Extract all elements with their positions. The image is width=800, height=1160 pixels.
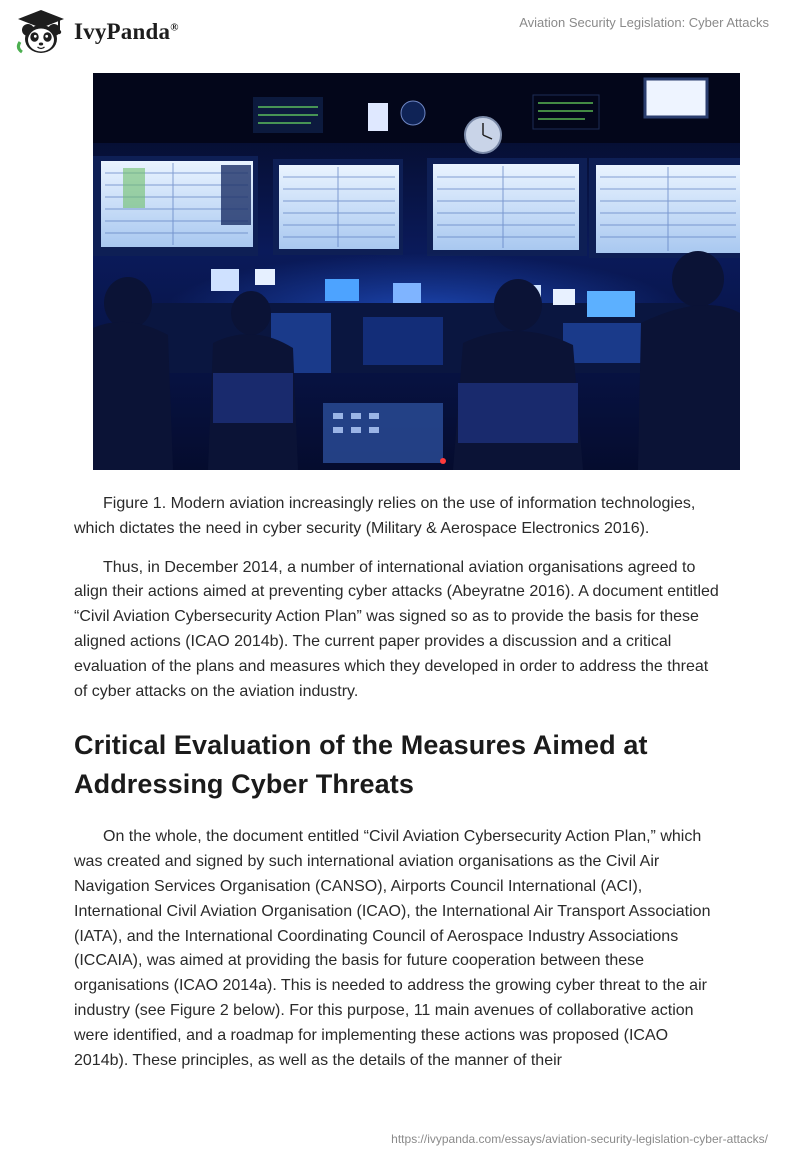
section-heading: Critical Evaluation of the Measures Aimed at Addressing Cyber Threats	[74, 730, 648, 800]
panda-graduate-icon	[14, 8, 68, 56]
figure-caption: Figure 1. Modern aviation increasingly relies on the use of information technologies, which dictates the need in cyber security (Military & Aerospace Electronics 2016).	[74, 495, 696, 537]
body-paragraph: On the whole, the document entitled “Civil Aviation Cybersecurity Action Plan,” which was created and signed by such international aviation organisations as the Civil Air Navigation Services Organisation (CANSO), Airports Council International (ACI), International Civil Aviation Organisation (ICAO), the International Air Transport Association (IATA), and the International Coordinating Council of Aerospace Industry Associations (ICCAIA), was aimed at providing the basis for future cooperation between these organisations (ICAO 2014a). This is needed to address the growing cyber threat to the air industry (see Figure 2 below). For this purpose, 11 main avenues of collaborative action were identified, and a roadmap for implementing these actions was proposed (ICAO 2014b). These principles, as well as the details of the manner of their	[74, 828, 711, 1069]
article-body	[74, 492, 724, 1087]
running-title: Aviation Security Legislation: Cyber Attacks	[519, 15, 769, 30]
brand-logo[interactable]	[14, 8, 179, 56]
source-url[interactable]: https://ivypanda.com/essays/aviation-security-legislation-cyber-attacks/	[391, 1132, 768, 1146]
figure-photo	[93, 73, 740, 470]
intro-paragraph: Thus, in December 2014, a number of international aviation organisations agreed to align their actions aimed at preventing cyber attacks (Abeyratne 2016). A document entitled “Civil Aviation Cybersecurity Action Plan” was signed so as to provide the basis for these aligned actions (ICAO 2014b). The current paper provides a discussion and a critical evaluation of the plans and measures which they developed in order to address the threat of cyber attacks on the aviation industry.	[74, 558, 719, 700]
control-room-photo-icon	[93, 73, 740, 470]
page-header	[0, 0, 800, 64]
brand-name: IvyPanda®	[74, 19, 179, 44]
